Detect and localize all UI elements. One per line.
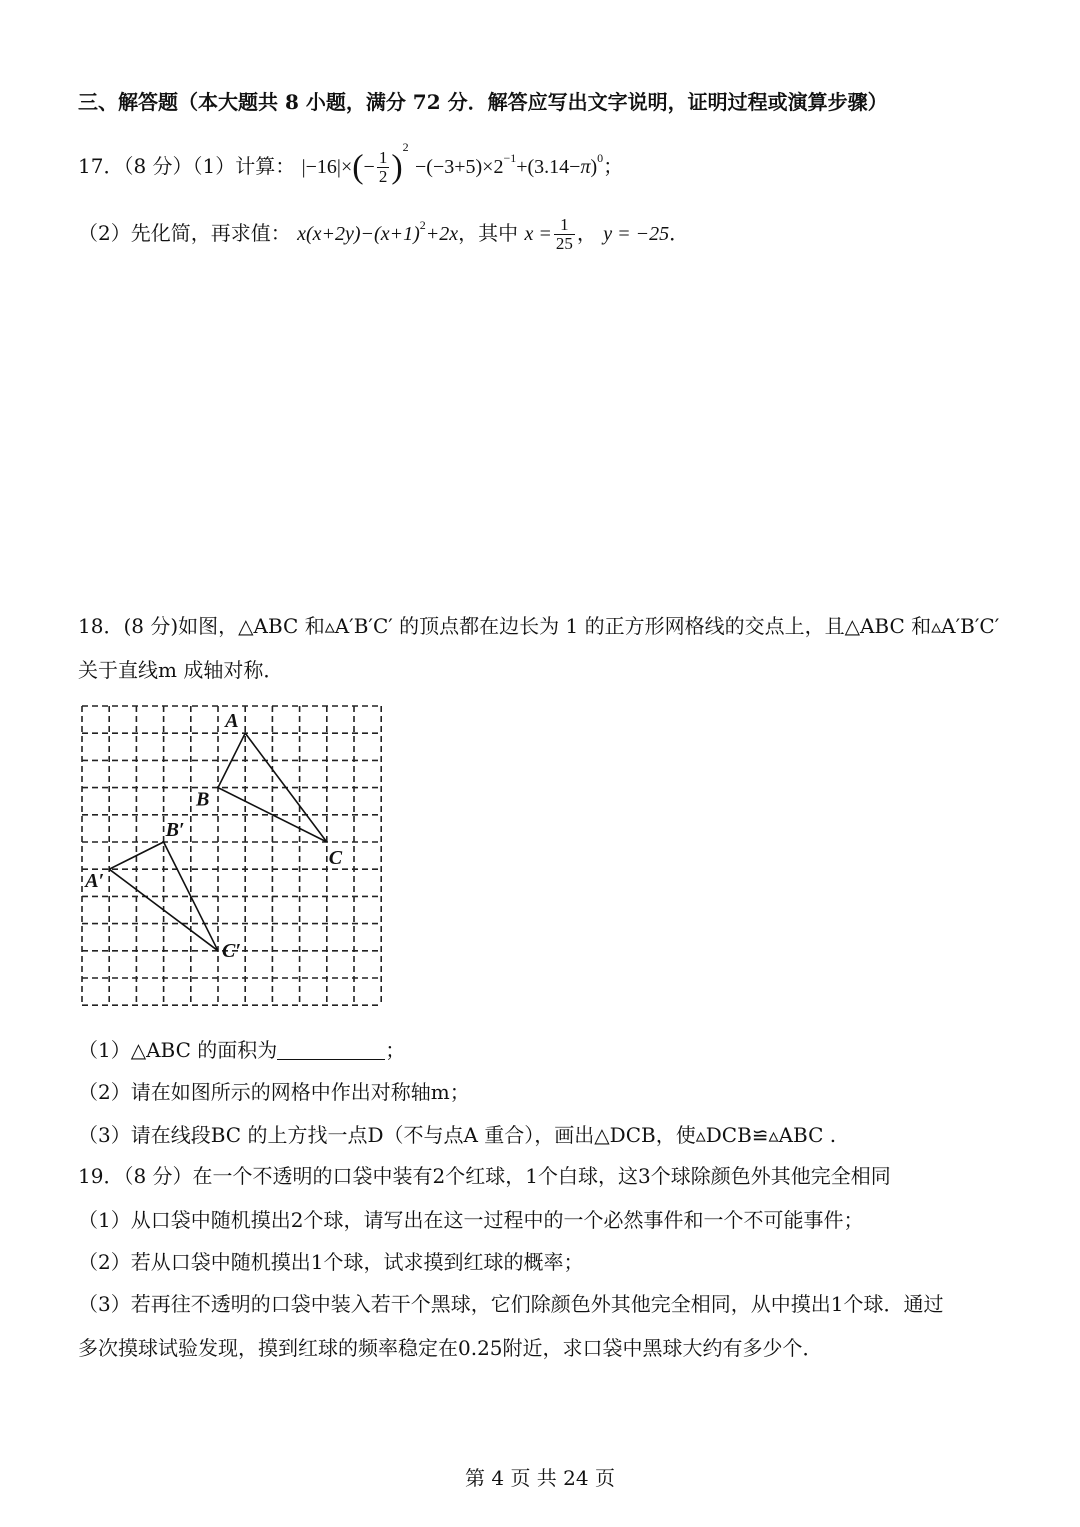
q19-sub3-line2: 多次摸球试验发现，摸到红球的频率稳定在0.25附近，求口袋中黑球大约有多少个． <box>78 1336 823 1360</box>
q17-p2-x-eq: x = <box>524 222 552 245</box>
point-label-a: A <box>225 710 239 733</box>
q17-p2-end: ． <box>669 220 690 245</box>
q17-p2-x-frac <box>554 216 575 253</box>
point-label-a1: A′ <box>85 870 105 893</box>
q17-p2-exp2: 2 <box>419 217 426 232</box>
q17-p2-x-num: 1 <box>554 216 575 235</box>
q17-plus-expr: +(3.14− <box>516 156 581 178</box>
q18-sub1 <box>78 1034 405 1063</box>
q17-part2 <box>78 216 689 253</box>
q17-p2-sep: ， <box>576 220 597 245</box>
q18-sub1-suffix: ； <box>385 1038 406 1062</box>
q17-pi: π <box>580 156 591 178</box>
q18-line1: 18．(8 分)如图，△ABC 和▵A′B′C′ 的顶点都在边长为 1 的正方形网格线的交点上，且△ABC 和▵A′B′C′ <box>78 614 1000 638</box>
q19-sub1: （1）从口袋中随机摸出2个球，请写出在这一过程中的一个必然事件和一个不可能事件； <box>78 1208 864 1232</box>
q17-abs-close: | <box>336 156 341 178</box>
q17-paren-close: ) <box>391 148 403 186</box>
q18-sub1-prefix: （1）△ABC 的面积为 <box>78 1038 278 1062</box>
q17-abs-value: −16 <box>305 156 337 178</box>
point-label-c: C <box>328 847 343 869</box>
q17-fraction <box>377 149 390 186</box>
q17-frac-num: 1 <box>378 148 388 168</box>
q19-sub3-line1: （3）若再往不透明的口袋中装入若干个黑球，它们除颜色外其他完全相同，从中摸出1个球．通过 <box>78 1292 944 1316</box>
q17-mid-expr: −(−3+5)×2 <box>415 156 504 178</box>
q17-exp0: 0 <box>597 151 604 165</box>
symmetry-grid-figure <box>70 698 400 1018</box>
q17-part1-prefix: 17．（8 分）（1）计算： <box>78 154 296 178</box>
q17-p2-expr1: x(x+2y)−(x+1) <box>297 222 420 245</box>
point-label-c1: C′ <box>222 939 241 962</box>
page-footer: 第 4 页 共 24 页 <box>465 1466 615 1490</box>
q18-line2: 关于直线m 成轴对称． <box>78 658 284 682</box>
q17-close: ) <box>590 156 598 178</box>
q17-frac-den: 2 <box>378 167 388 186</box>
area-answer-blank[interactable] <box>277 1041 385 1060</box>
q17-p2-y-eq: y = −25 <box>603 222 670 245</box>
q19-line1: 19．（8 分）在一个不透明的口袋中装有2个红球，1个白球，这3个球除颜色外其他完全相同 <box>78 1164 891 1188</box>
point-label-b1: B′ <box>165 819 185 841</box>
point-label-b: B <box>196 788 210 811</box>
q17-part1 <box>78 140 623 187</box>
q19-sub2: （2）若从口袋中随机摸出1个球，试求摸到红球的概率； <box>78 1250 584 1274</box>
q17-part2-prefix: （2）先化简，再求值： <box>78 220 291 245</box>
q17-paren-open: ( <box>352 148 364 186</box>
q17-p2-x-den: 25 <box>555 233 573 253</box>
q17-minus: − <box>363 156 375 178</box>
q18-sub2: （2）请在如图所示的网格中作出对称轴m； <box>78 1080 470 1104</box>
q17-abs-open: | <box>301 156 306 178</box>
q17-semicolon: ； <box>603 154 624 178</box>
section-title: 三、解答题（本大题共 8 小题，满分 72 分．解答应写出文字说明，证明过程或演算步骤） <box>78 90 888 114</box>
q17-exp-neg1: −1 <box>503 151 517 165</box>
q17-times: × <box>340 156 353 178</box>
q17-p2-where: ，其中 <box>458 220 519 245</box>
q18-sub3: （3）请在线段BC 的上方找一点D（不与点A 重合），画出△DCB，使▵DCB≌▵ABC . <box>78 1123 837 1147</box>
q17-p2-expr2: +2x <box>425 222 459 245</box>
q17-exp2: 2 <box>402 140 409 154</box>
